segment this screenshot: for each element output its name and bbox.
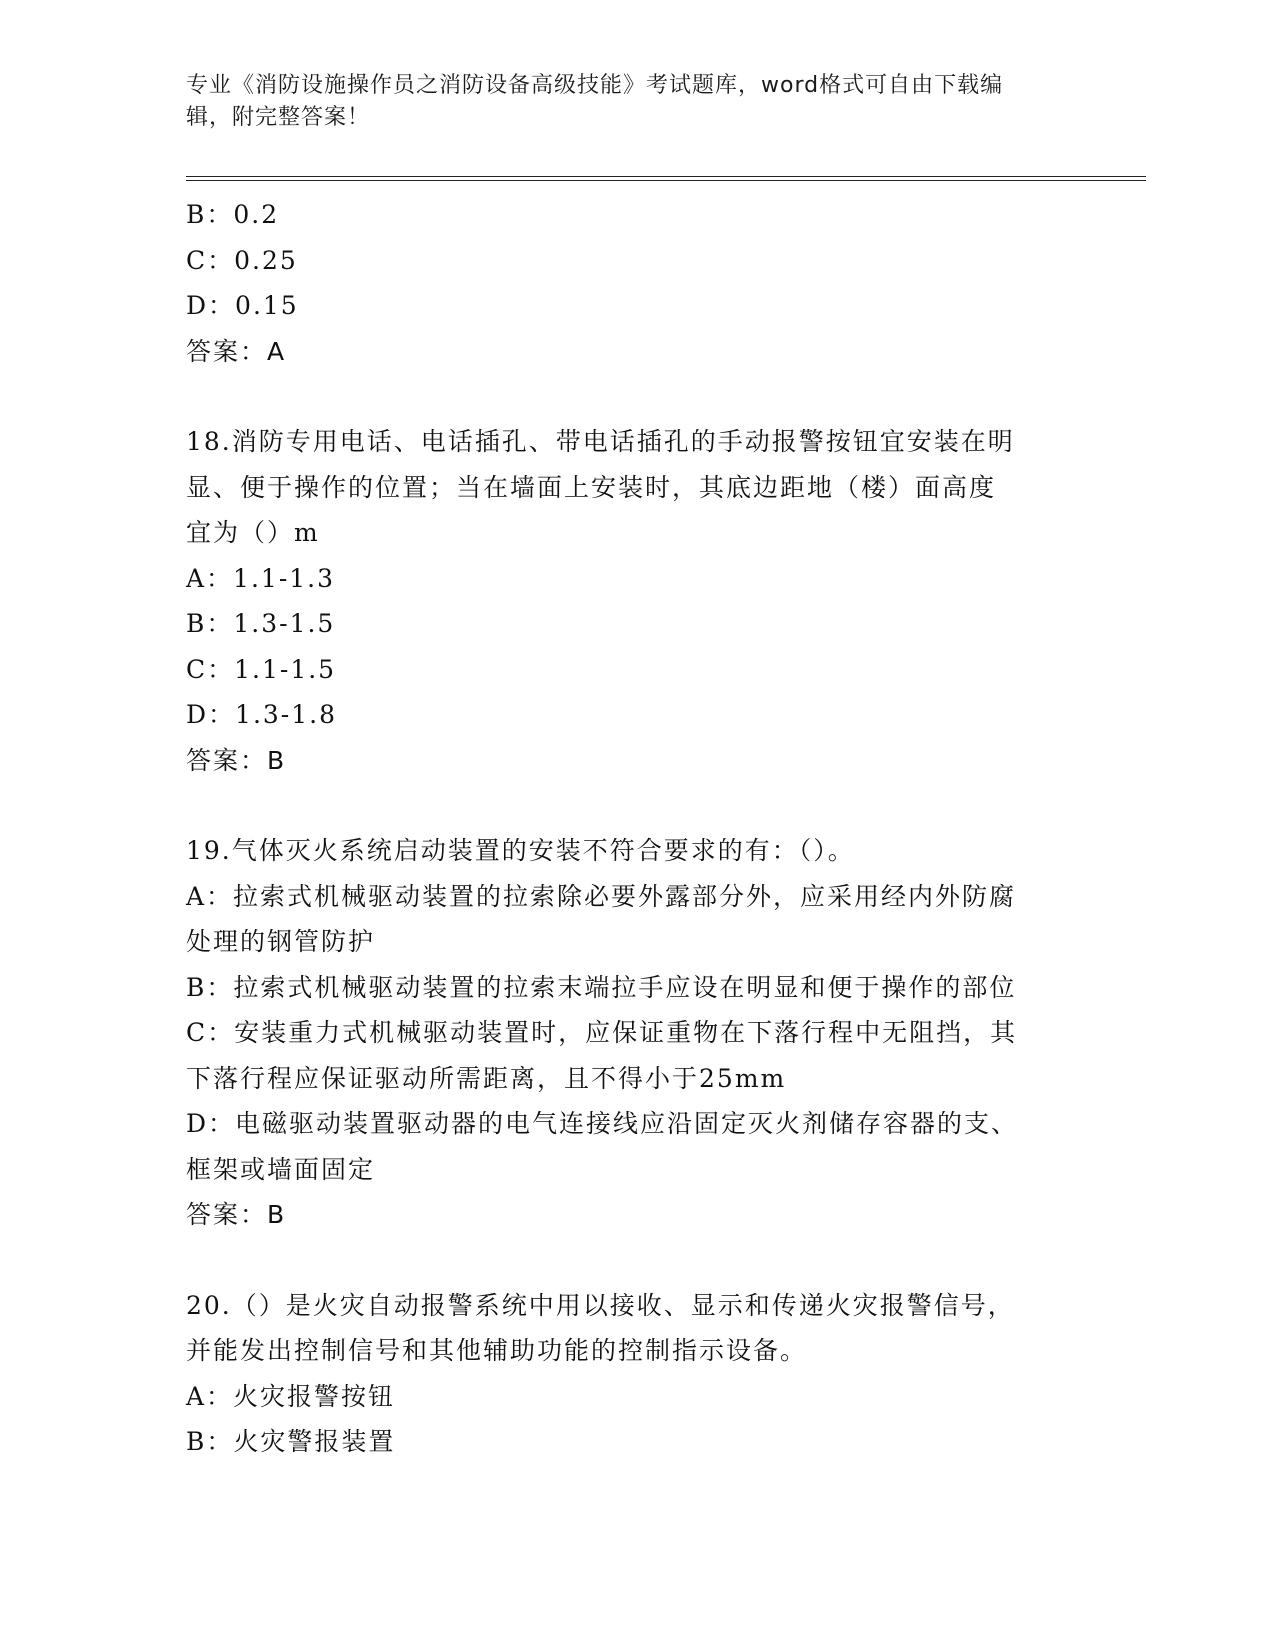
option-c: C：1.1-1.5 (186, 654, 337, 684)
question-18 (186, 419, 1086, 783)
question-content (186, 192, 1086, 1465)
answer-line: 答案：B (186, 1200, 287, 1229)
option-a: A：拉索式机械驱动装置的拉索除必要外露部分外，应采用经内外防腐 (186, 881, 1017, 911)
header-line-2: 辑，附完整答案！ (186, 105, 371, 130)
question-stem: 并能发出控制信号和其他辅助功能的控制指示设备。 (186, 1336, 808, 1365)
question-stem: 18.消防专用电话、电话插孔、带电话插孔的手动报警按钮宜安装在明 (186, 427, 1015, 456)
option-b: B：0.2 (186, 200, 280, 229)
option-b: B：火灾警报装置 (186, 1427, 396, 1456)
answer-line: 答案：A (186, 336, 287, 366)
option-c: C：安装重力式机械驱动装置时，应保证重物在下落行程中无阻挡，其 (186, 1018, 1018, 1047)
option-c: C：0.25 (186, 245, 298, 275)
option-d-cont: 框架或墙面固定 (186, 1154, 376, 1184)
option-a: A：火灾报警按钮 (186, 1381, 396, 1411)
question-20 (186, 1283, 1086, 1465)
question-stem: 宜为（）m (186, 518, 320, 547)
option-d: D：0.15 (186, 291, 299, 320)
header-divider (186, 176, 1146, 181)
page-header (186, 70, 1066, 134)
option-a: A：1.1-1.3 (186, 563, 336, 593)
question-stem: 显、便于操作的位置；当在墙面上安装时，其底边距地（楼）面高度 (186, 472, 997, 502)
option-d: D：电磁驱动装置驱动器的电气连接线应沿固定灭火剂储存容器的支、 (186, 1109, 1019, 1138)
option-c-cont: 下落行程应保证驱动所需距离，且不得小于25mm (186, 1063, 787, 1093)
option-b: B：拉索式机械驱动装置的拉索末端拉手应设在明显和便于操作的部位 (186, 972, 1017, 1002)
question-17-tail (186, 192, 1086, 374)
option-a-cont: 处理的钢管防护 (186, 927, 376, 956)
option-b: B：1.3-1.5 (186, 609, 336, 638)
question-stem: 20.（）是火灾自动报警系统中用以接收、显示和传递火灾报警信号， (186, 1290, 1015, 1320)
answer-line: 答案：B (186, 745, 287, 775)
question-stem: 19.气体灭火系统启动装置的安装不符合要求的有：（）。 (186, 836, 855, 865)
question-19 (186, 828, 1086, 1238)
option-d: D：1.3-1.8 (186, 700, 338, 729)
header-line-1: 专业《消防设施操作员之消防设备高级技能》考试题库，word格式可自由下载编 (186, 73, 1004, 98)
